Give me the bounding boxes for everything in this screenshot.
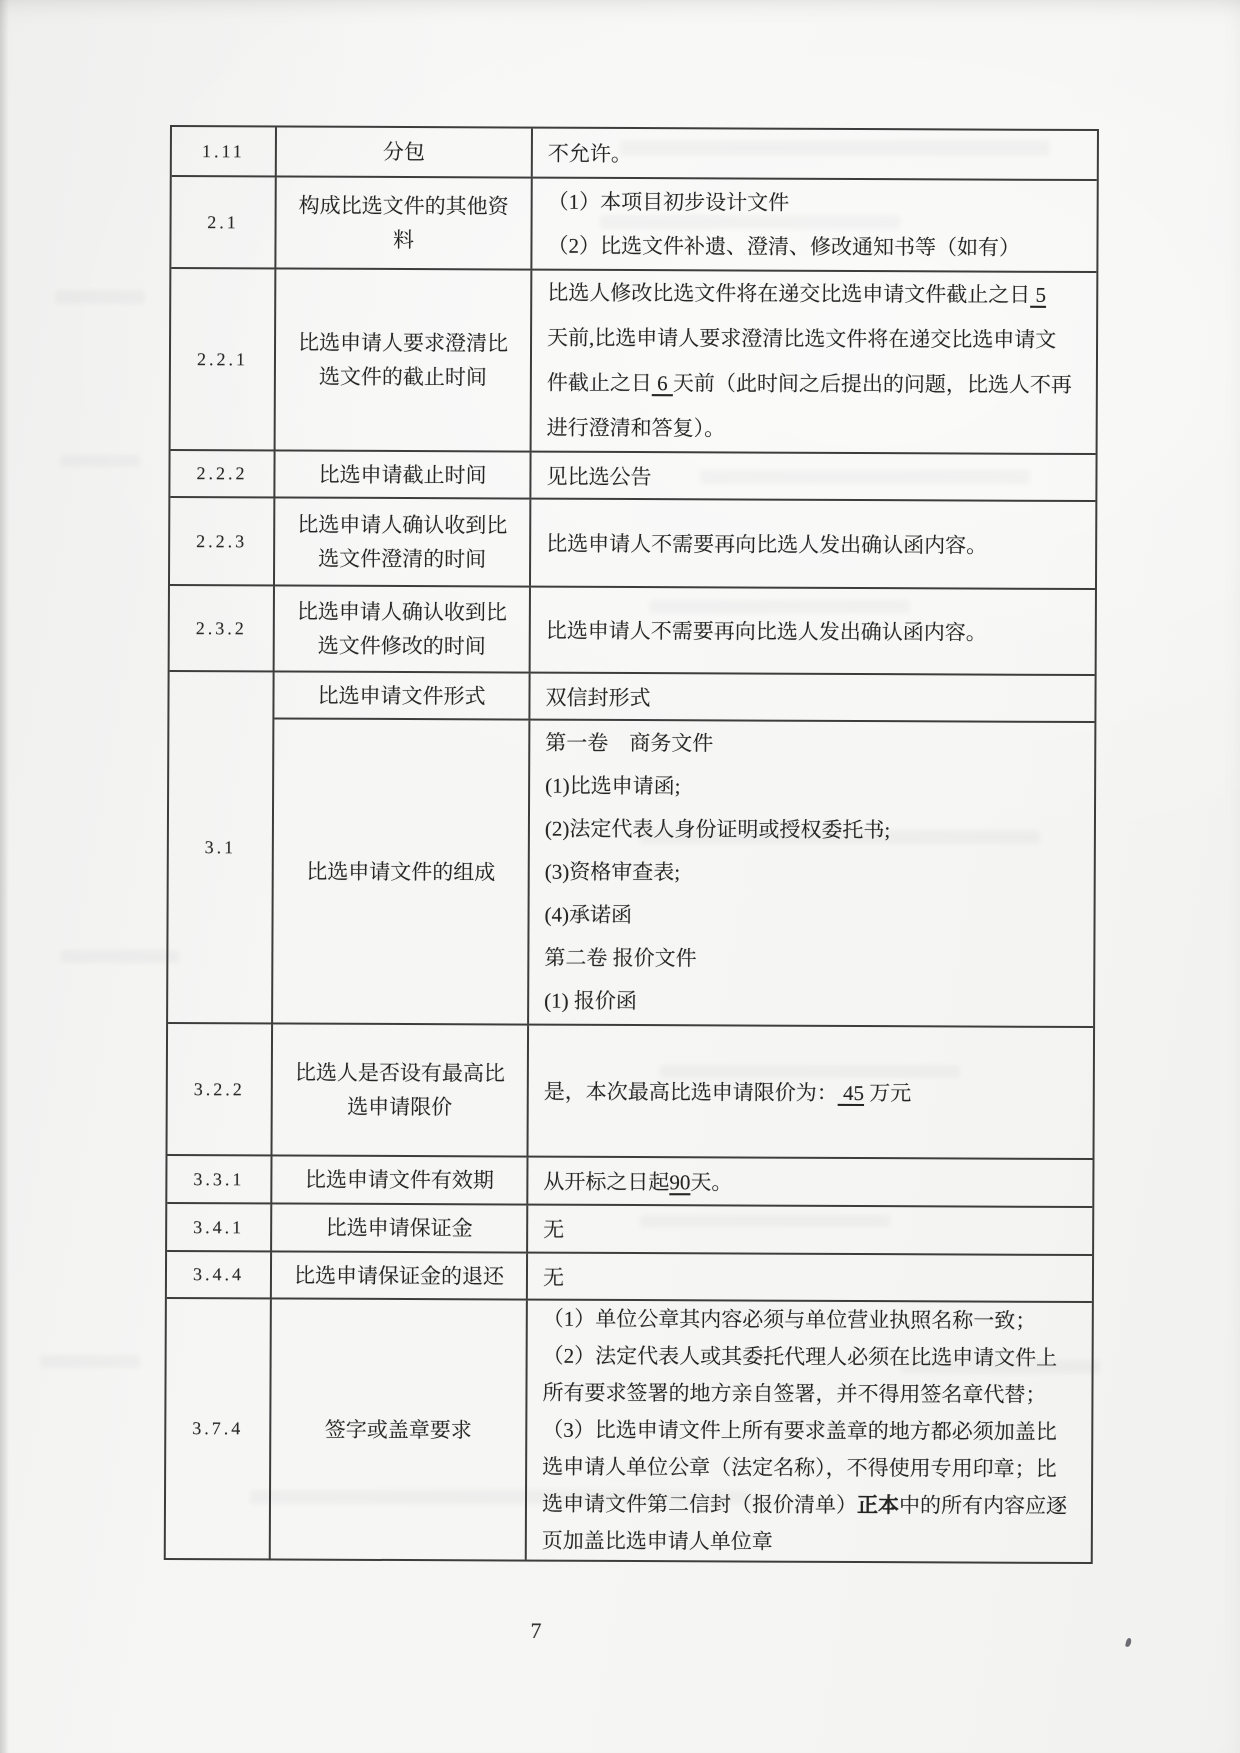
item-content-cell — [532, 179, 1096, 271]
text-line: 进行澄清和答复）。 — [546, 415, 726, 441]
text-segment: 是，本次最高比选申请限价为： — [543, 1079, 838, 1105]
text-segment: 选申请文件第二信封（报价清单） — [541, 1491, 858, 1518]
table-row-1-11 — [172, 127, 1097, 181]
text-line: （2）比选文件补遗、澄清、修改通知书等（如有） — [547, 233, 1021, 260]
table-row-3-3-1 — [167, 1156, 1092, 1208]
item-number-cell: 1.11 — [172, 127, 277, 175]
text-segment: 件截止之日 — [546, 370, 652, 396]
text-line: 天前,比选申请人要求澄清比选文件将在递交比选申请文 — [547, 325, 1057, 352]
table-row-3-1 — [168, 672, 1095, 1028]
scan-speck — [1125, 1638, 1132, 1648]
item-content-cell — [528, 1158, 1092, 1206]
text-segment: 天前（此时间之后提出的问题，比选人不再 — [672, 371, 1072, 397]
subrow-form — [274, 672, 1094, 723]
item-number-cell: 3.4.4 — [167, 1252, 272, 1297]
item-name-cell: 比选申请保证金 — [272, 1204, 528, 1251]
text-line: 双信封形式 — [545, 685, 651, 710]
table-row-3-4-1 — [167, 1204, 1092, 1256]
item-name-cell: 比选申请人确认收到比选文件修改的时间 — [275, 586, 531, 671]
text-line: (2)法定代表人身份证明或授权委托书; — [544, 816, 891, 843]
text-line: (4)承诺函 — [544, 902, 633, 928]
item-content-cell — [528, 1206, 1092, 1254]
item-content-cell — [528, 1254, 1092, 1301]
text-line: （2）法定代表人或其委托代理人必须在比选申请文件上 — [542, 1343, 1058, 1370]
item-number-cell: 2.2.1 — [171, 269, 277, 449]
text-line: 不允许。 — [547, 141, 632, 167]
subrow-composition — [273, 719, 1094, 1026]
text-line: （3）比选申请文件上所有要求盖章的地方都必须加盖比 — [542, 1417, 1057, 1444]
text-segment: 中的所有内容应逐 — [898, 1493, 1068, 1518]
text-line: 比选申请人不需要再向比选人发出确认函内容。 — [546, 531, 988, 558]
text-line: （1）本项目初步设计文件 — [547, 189, 790, 215]
item-number-cell: 2.3.2 — [170, 586, 275, 670]
table-row-2-2-2 — [170, 451, 1095, 502]
table-row-3-4-4 — [167, 1252, 1092, 1303]
text-line: 比选申请人不需要再向比选人发出确认函内容。 — [545, 618, 987, 645]
underlined-value: 45 — [837, 1080, 865, 1106]
item-name-cell: 比选申请文件的组成 — [273, 719, 530, 1023]
text-segment: 天。 — [690, 1170, 733, 1195]
table-row-2-2-1 — [171, 269, 1097, 455]
instructions-table — [164, 125, 1099, 1564]
text-line — [542, 1486, 1091, 1525]
text-line — [544, 1076, 1093, 1108]
item-number-cell: 3.1 — [168, 672, 275, 1022]
item-number-cell: 3.4.1 — [167, 1204, 272, 1250]
item-content-cell — [529, 1026, 1094, 1158]
text-line: 见比选公告 — [546, 464, 652, 489]
text-line: 第二卷 报价文件 — [544, 945, 697, 971]
item-number-cell: 2.2.2 — [170, 451, 275, 496]
item-name-cell: 比选申请截止时间 — [275, 451, 531, 497]
item-content-cell — [530, 674, 1094, 721]
table-row-2-2-3 — [170, 498, 1095, 590]
item-name-cell: 比选人是否设有最高比选申请限价 — [273, 1024, 530, 1155]
table-row-3-2-2 — [168, 1024, 1094, 1160]
item-number-cell: 3.7.4 — [166, 1299, 272, 1558]
item-content-cell — [533, 129, 1097, 179]
page-number: 7 — [530, 1618, 542, 1643]
item-name-cell: 比选申请保证金的退还 — [272, 1252, 528, 1298]
table-row-2-1 — [171, 177, 1096, 273]
underlined-value: 5 — [1030, 282, 1047, 307]
text-line — [543, 1166, 1092, 1198]
text-line: 所有要求签署的地方亲自签署，并不得用签名章代替； — [542, 1380, 1047, 1407]
table-row-3-7-4 — [166, 1299, 1092, 1562]
item-content-cell — [529, 721, 1094, 1026]
text-line: 页加盖比选申请人单位章 — [541, 1528, 773, 1554]
item-content-cell — [532, 271, 1097, 453]
text-line: (3)资格审查表; — [544, 859, 681, 885]
item-name-cell: 分包 — [277, 127, 533, 176]
text-segment: 从开标之日起 — [543, 1169, 670, 1195]
text-line: 第一卷 商务文件 — [545, 730, 714, 756]
text-line: 无 — [542, 1265, 565, 1290]
item-content-cell — [531, 453, 1095, 500]
text-line: (1) 报价函 — [544, 988, 637, 1014]
item-name-cell: 构成比选文件的其他资料 — [276, 177, 532, 268]
subrows-container — [273, 672, 1095, 1026]
item-number-cell: 2.2.3 — [170, 498, 275, 584]
item-content-cell — [531, 588, 1095, 674]
text-line: （1）单位公章其内容必须与单位营业执照名称一致； — [542, 1306, 1037, 1333]
text-segment: 万元 — [863, 1081, 912, 1106]
underlined-value: 6 — [651, 371, 673, 396]
table-row-2-3-2 — [170, 586, 1095, 676]
item-number-cell: 3.3.1 — [167, 1156, 272, 1202]
text-line: 选申请人单位公章（法定名称），不得使用专用印章；比 — [542, 1454, 1057, 1481]
text-line — [547, 271, 1096, 318]
item-name-cell: 签字或盖章要求 — [271, 1299, 528, 1559]
scan-edge — [0, 0, 9, 1753]
item-content-cell — [531, 500, 1095, 588]
text-line: (1)比选申请函; — [545, 773, 681, 799]
text-line — [547, 361, 1096, 408]
bold-segment: 正本 — [856, 1493, 900, 1518]
item-number-cell: 3.2.2 — [168, 1024, 274, 1154]
item-number-cell: 2.1 — [171, 177, 276, 267]
item-name-cell: 比选申请人要求澄清比选文件的截止时间 — [276, 269, 533, 450]
item-content-cell — [527, 1301, 1092, 1562]
item-name-cell: 比选申请文件有效期 — [272, 1156, 528, 1203]
text-line: 无 — [543, 1217, 565, 1242]
underlined-value: 90 — [669, 1170, 691, 1195]
text-segment: 比选人修改比选文件将在递交比选申请文件截止之日 — [547, 280, 1031, 307]
item-name-cell: 比选申请文件形式 — [274, 672, 530, 718]
item-name-cell: 比选申请人确认收到比选文件澄清的时间 — [275, 498, 531, 585]
